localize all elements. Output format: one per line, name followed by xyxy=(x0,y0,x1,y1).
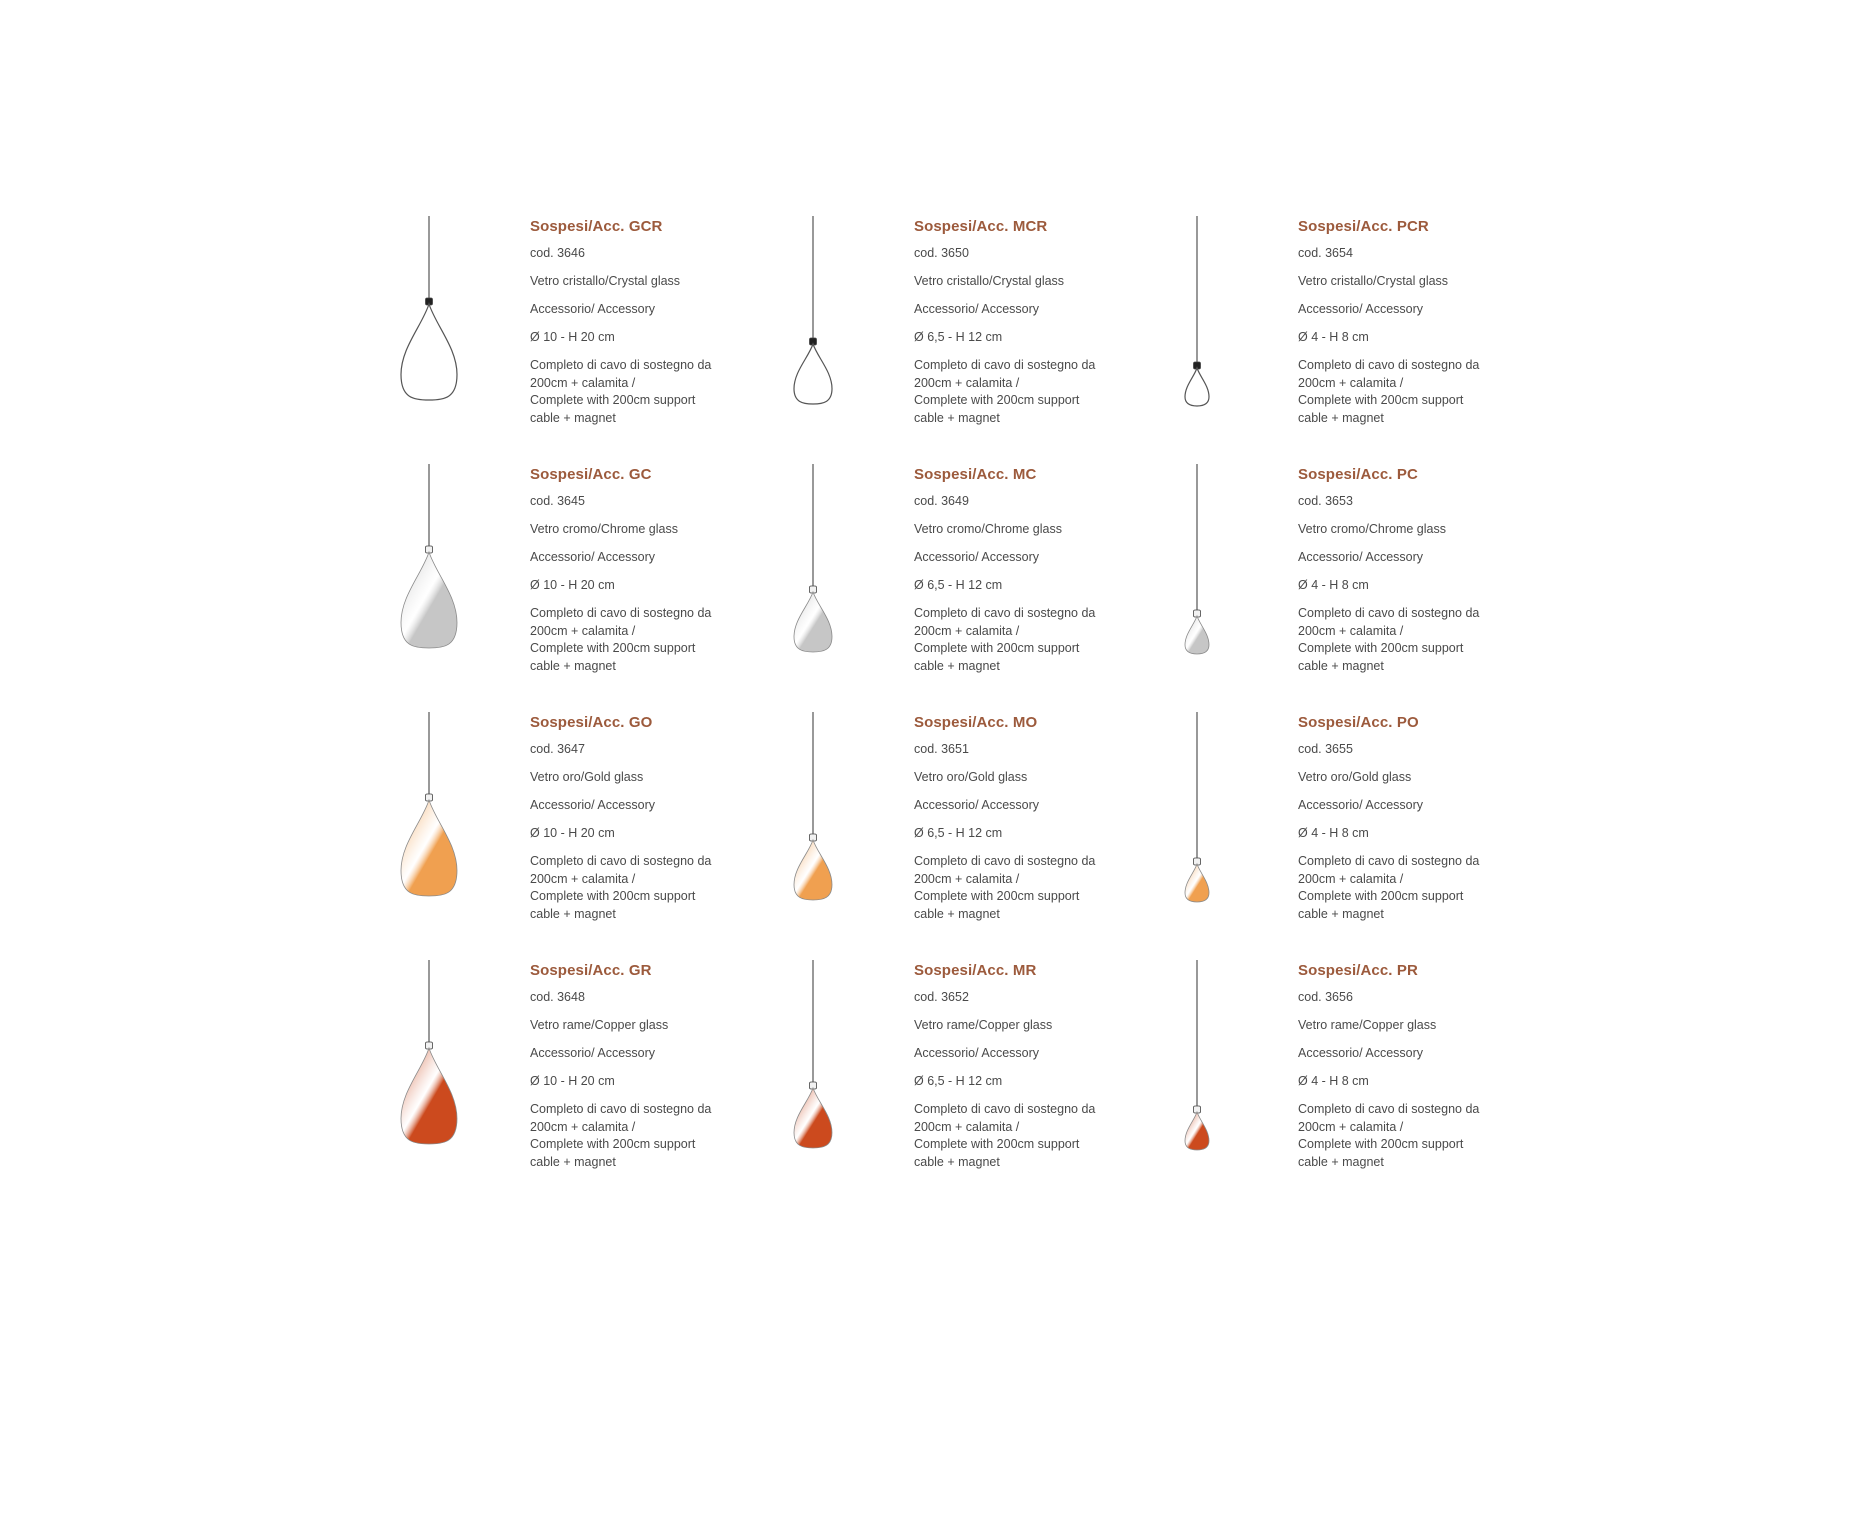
product-card xyxy=(400,710,780,940)
product-size: Ø 10 - H 20 cm xyxy=(530,330,615,344)
product-size: Ø 6,5 - H 12 cm xyxy=(914,826,1003,840)
description-line: Completo di cavo di sostegno da xyxy=(914,1102,1096,1116)
description-line: cable + magnet xyxy=(530,410,616,425)
product-type: Accessorio/ Accessory xyxy=(914,1046,1040,1060)
description-line: Completo di cavo di sostegno da xyxy=(1298,606,1480,620)
product-description xyxy=(914,1101,1164,1171)
product-type: Accessorio/ Accessory xyxy=(530,1046,656,1060)
product-description xyxy=(1298,1101,1548,1171)
product-card xyxy=(784,214,1164,444)
product-size: Ø 6,5 - H 12 cm xyxy=(914,330,1003,344)
glass-drop xyxy=(794,840,832,900)
glass-drop xyxy=(1185,1112,1209,1150)
glass-drop xyxy=(401,552,457,648)
glass-drop xyxy=(401,1048,457,1144)
product-size: Ø 6,5 - H 12 cm xyxy=(914,1074,1003,1088)
product-card xyxy=(1168,958,1548,1188)
glass-drop xyxy=(401,800,457,896)
product-code: cod. 3649 xyxy=(914,494,969,508)
glass-drop xyxy=(794,592,832,652)
product-description xyxy=(530,605,780,675)
product-info xyxy=(914,466,1164,675)
product-size: Ø 10 - H 20 cm xyxy=(530,826,615,840)
description-line: cable + magnet xyxy=(914,658,1000,673)
description-line: Completo di cavo di sostegno da xyxy=(914,854,1096,868)
product-type: Accessorio/ Accessory xyxy=(1298,302,1424,316)
product-size: Ø 10 - H 20 cm xyxy=(530,1074,615,1088)
description-line: Complete with 200cm support xyxy=(1298,1137,1464,1151)
product-description xyxy=(530,853,780,923)
product-code: cod. 3650 xyxy=(914,246,969,260)
product-info xyxy=(530,218,780,427)
description-line: Complete with 200cm support xyxy=(1298,889,1464,903)
product-info xyxy=(914,218,1164,427)
description-line: 200cm + calamita / xyxy=(914,871,1020,886)
product-title: Sospesi/Acc. PR xyxy=(1298,962,1418,979)
description-line: Completo di cavo di sostegno da xyxy=(914,358,1096,372)
description-line: cable + magnet xyxy=(914,410,1000,425)
product-card xyxy=(400,958,780,1188)
product-title: Sospesi/Acc. MO xyxy=(914,714,1038,731)
description-line: cable + magnet xyxy=(1298,410,1384,425)
description-line: Completo di cavo di sostegno da xyxy=(530,1102,712,1116)
description-line: cable + magnet xyxy=(914,1154,1000,1169)
description-line: cable + magnet xyxy=(914,906,1000,921)
description-line: cable + magnet xyxy=(530,906,616,921)
product-code: cod. 3647 xyxy=(530,742,585,756)
description-line: Complete with 200cm support xyxy=(1298,641,1464,655)
product-code: cod. 3654 xyxy=(1298,246,1353,260)
product-glass: Vetro oro/Gold glass xyxy=(1298,770,1412,784)
teardrop-pendant-icon xyxy=(784,462,864,692)
glass-drop xyxy=(794,1088,832,1148)
product-code: cod. 3651 xyxy=(914,742,969,756)
description-line: Complete with 200cm support xyxy=(530,641,696,655)
product-glass: Vetro oro/Gold glass xyxy=(530,770,644,784)
description-line: Completo di cavo di sostegno da xyxy=(530,854,712,868)
description-line: Complete with 200cm support xyxy=(914,1137,1080,1151)
product-code: cod. 3645 xyxy=(530,494,585,508)
product-type: Accessorio/ Accessory xyxy=(1298,550,1424,564)
description-line: Completo di cavo di sostegno da xyxy=(1298,854,1480,868)
product-glass: Vetro rame/Copper glass xyxy=(530,1018,669,1032)
description-line: Complete with 200cm support xyxy=(914,889,1080,903)
product-type: Accessorio/ Accessory xyxy=(530,550,656,564)
product-title: Sospesi/Acc. PCR xyxy=(1298,218,1429,235)
product-glass: Vetro oro/Gold glass xyxy=(914,770,1028,784)
product-title: Sospesi/Acc. GO xyxy=(530,714,653,731)
teardrop-pendant-icon xyxy=(784,710,864,940)
description-line: 200cm + calamita / xyxy=(1298,375,1404,390)
product-glass: Vetro cristallo/Crystal glass xyxy=(530,274,681,288)
description-line: 200cm + calamita / xyxy=(1298,871,1404,886)
teardrop-pendant-icon xyxy=(400,462,480,692)
description-line: Complete with 200cm support xyxy=(914,393,1080,407)
product-code: cod. 3656 xyxy=(1298,990,1353,1004)
product-info xyxy=(530,962,780,1171)
description-line: Completo di cavo di sostegno da xyxy=(1298,358,1480,372)
description-line: 200cm + calamita / xyxy=(530,871,636,886)
product-code: cod. 3653 xyxy=(1298,494,1353,508)
description-line: cable + magnet xyxy=(530,1154,616,1169)
product-card xyxy=(1168,710,1548,940)
description-line: cable + magnet xyxy=(1298,1154,1384,1169)
teardrop-pendant-icon xyxy=(400,214,480,444)
product-info xyxy=(1298,714,1548,923)
product-info xyxy=(914,962,1164,1171)
product-description xyxy=(1298,853,1548,923)
description-line: Completo di cavo di sostegno da xyxy=(914,606,1096,620)
description-line: 200cm + calamita / xyxy=(1298,623,1404,638)
teardrop-pendant-icon xyxy=(1168,462,1248,692)
product-size: Ø 4 - H 8 cm xyxy=(1298,1074,1369,1088)
product-size: Ø 10 - H 20 cm xyxy=(530,578,615,592)
product-info xyxy=(1298,466,1548,675)
product-card xyxy=(784,958,1164,1188)
product-info xyxy=(914,714,1164,923)
product-title: Sospesi/Acc. GR xyxy=(530,962,652,979)
description-line: Complete with 200cm support xyxy=(530,393,696,407)
product-code: cod. 3648 xyxy=(530,990,585,1004)
product-description xyxy=(914,605,1164,675)
product-info xyxy=(530,466,780,675)
product-info xyxy=(1298,962,1548,1171)
description-line: Complete with 200cm support xyxy=(530,1137,696,1151)
product-size: Ø 4 - H 8 cm xyxy=(1298,826,1369,840)
product-card xyxy=(1168,462,1548,692)
product-title: Sospesi/Acc. MC xyxy=(914,466,1037,483)
product-size: Ø 4 - H 8 cm xyxy=(1298,330,1369,344)
product-size: Ø 4 - H 8 cm xyxy=(1298,578,1369,592)
product-description xyxy=(1298,357,1548,427)
product-title: Sospesi/Acc. MCR xyxy=(914,218,1048,235)
product-title: Sospesi/Acc. GCR xyxy=(530,218,663,235)
product-description xyxy=(914,853,1164,923)
description-line: cable + magnet xyxy=(530,658,616,673)
teardrop-pendant-icon xyxy=(1168,710,1248,940)
product-description xyxy=(914,357,1164,427)
product-card xyxy=(784,462,1164,692)
product-glass: Vetro cromo/Chrome glass xyxy=(914,522,1062,536)
description-line: 200cm + calamita / xyxy=(530,375,636,390)
product-type: Accessorio/ Accessory xyxy=(1298,1046,1424,1060)
teardrop-pendant-icon xyxy=(400,710,480,940)
product-info xyxy=(1298,218,1548,427)
description-line: Complete with 200cm support xyxy=(914,641,1080,655)
product-card xyxy=(1168,214,1548,444)
teardrop-pendant-icon xyxy=(400,958,480,1188)
product-size: Ø 6,5 - H 12 cm xyxy=(914,578,1003,592)
glass-drop xyxy=(401,304,457,400)
product-glass: Vetro cromo/Chrome glass xyxy=(530,522,678,536)
product-type: Accessorio/ Accessory xyxy=(914,550,1040,564)
description-line: Completo di cavo di sostegno da xyxy=(530,606,712,620)
product-description xyxy=(530,357,780,427)
description-line: cable + magnet xyxy=(1298,906,1384,921)
teardrop-pendant-icon xyxy=(1168,958,1248,1188)
product-code: cod. 3646 xyxy=(530,246,585,260)
product-glass: Vetro cristallo/Crystal glass xyxy=(1298,274,1449,288)
product-info xyxy=(530,714,780,923)
product-title: Sospesi/Acc. GC xyxy=(530,466,652,483)
product-card xyxy=(400,462,780,692)
product-title: Sospesi/Acc. PO xyxy=(1298,714,1419,731)
description-line: Completo di cavo di sostegno da xyxy=(1298,1102,1480,1116)
product-card xyxy=(784,710,1164,940)
description-line: 200cm + calamita / xyxy=(914,375,1020,390)
description-line: cable + magnet xyxy=(1298,658,1384,673)
product-type: Accessorio/ Accessory xyxy=(530,302,656,316)
glass-drop xyxy=(1185,864,1209,902)
product-title: Sospesi/Acc. MR xyxy=(914,962,1037,979)
teardrop-pendant-icon xyxy=(784,214,864,444)
teardrop-pendant-icon xyxy=(1168,214,1248,444)
product-type: Accessorio/ Accessory xyxy=(914,302,1040,316)
product-glass: Vetro rame/Copper glass xyxy=(1298,1018,1437,1032)
description-line: 200cm + calamita / xyxy=(914,1119,1020,1134)
product-type: Accessorio/ Accessory xyxy=(1298,798,1424,812)
product-glass: Vetro cristallo/Crystal glass xyxy=(914,274,1065,288)
glass-drop xyxy=(1185,368,1209,406)
description-line: Completo di cavo di sostegno da xyxy=(530,358,712,372)
description-line: Complete with 200cm support xyxy=(1298,393,1464,407)
product-type: Accessorio/ Accessory xyxy=(530,798,656,812)
product-code: cod. 3652 xyxy=(914,990,969,1004)
description-line: 200cm + calamita / xyxy=(530,1119,636,1134)
product-type: Accessorio/ Accessory xyxy=(914,798,1040,812)
description-line: 200cm + calamita / xyxy=(530,623,636,638)
product-card xyxy=(400,214,780,444)
description-line: 200cm + calamita / xyxy=(1298,1119,1404,1134)
product-description xyxy=(1298,605,1548,675)
product-description xyxy=(530,1101,780,1171)
glass-drop xyxy=(794,344,832,404)
teardrop-pendant-icon xyxy=(784,958,864,1188)
product-code: cod. 3655 xyxy=(1298,742,1353,756)
product-glass: Vetro cromo/Chrome glass xyxy=(1298,522,1446,536)
description-line: Complete with 200cm support xyxy=(530,889,696,903)
product-title: Sospesi/Acc. PC xyxy=(1298,466,1418,483)
product-glass: Vetro rame/Copper glass xyxy=(914,1018,1053,1032)
description-line: 200cm + calamita / xyxy=(914,623,1020,638)
glass-drop xyxy=(1185,616,1209,654)
